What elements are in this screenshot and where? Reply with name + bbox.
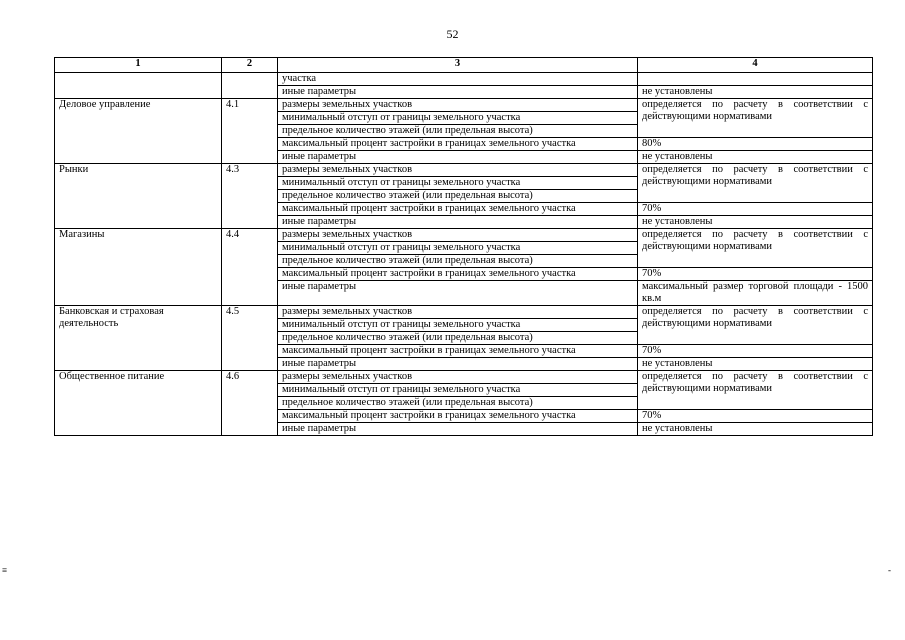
param-value — [638, 73, 873, 86]
other-params-label: иные параметры — [278, 358, 638, 371]
table-header-row — [55, 58, 873, 73]
max-coverage-value: 80% — [638, 138, 873, 151]
max-coverage-label: максимальный процент застройки в границах земельного участка — [278, 345, 638, 358]
use-type-code: 4.6 — [222, 371, 278, 436]
use-type-name: Банковская и страховая деятельность — [55, 306, 222, 371]
other-params-label: иные параметры — [278, 216, 638, 229]
table-row — [55, 306, 873, 319]
param-label: предельное количество этажей (или предельная высота) — [278, 190, 638, 203]
params-value: определяется по расчету в соответствии с действующими нормативами — [638, 306, 873, 345]
max-coverage-label: максимальный процент застройки в границах земельного участка — [278, 138, 638, 151]
table-row — [55, 371, 873, 384]
table-row — [55, 99, 873, 112]
params-value: определяется по расчету в соответствии с действующими нормативами — [638, 164, 873, 203]
other-params-value: не установлены — [638, 358, 873, 371]
use-type-code: 4.1 — [222, 99, 278, 164]
param-label: размеры земельных участков — [278, 229, 638, 242]
max-coverage-value: 70% — [638, 345, 873, 358]
page-number: 52 — [446, 27, 459, 41]
params-value: определяется по расчету в соответствии с действующими нормативами — [638, 99, 873, 138]
param-label: иные параметры — [278, 86, 638, 99]
param-label: размеры земельных участков — [278, 371, 638, 384]
use-type-name: Деловое управление — [55, 99, 222, 164]
param-label: размеры земельных участков — [278, 164, 638, 177]
param-label: предельное количество этажей (или предельная высота) — [278, 332, 638, 345]
table-row — [55, 73, 873, 86]
use-type-name: Магазины — [55, 229, 222, 306]
max-coverage-value: 70% — [638, 203, 873, 216]
param-label: минимальный отступ от границы земельного участка — [278, 319, 638, 332]
column-header-1: 1 — [55, 58, 222, 73]
param-label: минимальный отступ от границы земельного участка — [278, 112, 638, 125]
params-value: определяется по расчету в соответствии с действующими нормативами — [638, 371, 873, 410]
other-params-label: иные параметры — [278, 423, 638, 436]
margin-mark-right: - — [888, 565, 891, 575]
other-params-label: иные параметры — [278, 281, 638, 306]
params-value: определяется по расчету в соответствии с действующими нормативами — [638, 229, 873, 268]
use-type-name: Рынки — [55, 164, 222, 229]
use-type-name: Общественное питание — [55, 371, 222, 436]
continuation-name-cell — [55, 73, 222, 99]
param-label: минимальный отступ от границы земельного участка — [278, 177, 638, 190]
param-value: не установлены — [638, 86, 873, 99]
param-label: размеры земельных участков — [278, 99, 638, 112]
param-label: предельное количество этажей (или предельная высота) — [278, 397, 638, 410]
table-row — [55, 164, 873, 177]
margin-mark-left: ≡ — [2, 565, 8, 575]
param-label: предельное количество этажей (или предельная высота) — [278, 125, 638, 138]
param-label: участка — [278, 73, 638, 86]
use-type-code: 4.5 — [222, 306, 278, 371]
param-label: размеры земельных участков — [278, 306, 638, 319]
other-params-value: не установлены — [638, 151, 873, 164]
table-row — [55, 229, 873, 242]
max-coverage-label: максимальный процент застройки в границах земельного участка — [278, 203, 638, 216]
param-label: предельное количество этажей (или предельная высота) — [278, 255, 638, 268]
max-coverage-label: максимальный процент застройки в границах земельного участка — [278, 410, 638, 423]
column-header-2: 2 — [222, 58, 278, 73]
continuation-code-cell — [222, 73, 278, 99]
max-coverage-label: максимальный процент застройки в границах земельного участка — [278, 268, 638, 281]
other-params-label: иные параметры — [278, 151, 638, 164]
column-header-4: 4 — [638, 58, 873, 73]
other-params-value: максимальный размер торговой площади - 1500 кв.м — [638, 281, 873, 306]
param-label: минимальный отступ от границы земельного участка — [278, 242, 638, 255]
use-type-code: 4.4 — [222, 229, 278, 306]
other-params-value: не установлены — [638, 423, 873, 436]
regulations-table — [54, 57, 873, 436]
max-coverage-value: 70% — [638, 410, 873, 423]
param-label: минимальный отступ от границы земельного участка — [278, 384, 638, 397]
max-coverage-value: 70% — [638, 268, 873, 281]
other-params-value: не установлены — [638, 216, 873, 229]
use-type-code: 4.3 — [222, 164, 278, 229]
column-header-3: 3 — [278, 58, 638, 73]
